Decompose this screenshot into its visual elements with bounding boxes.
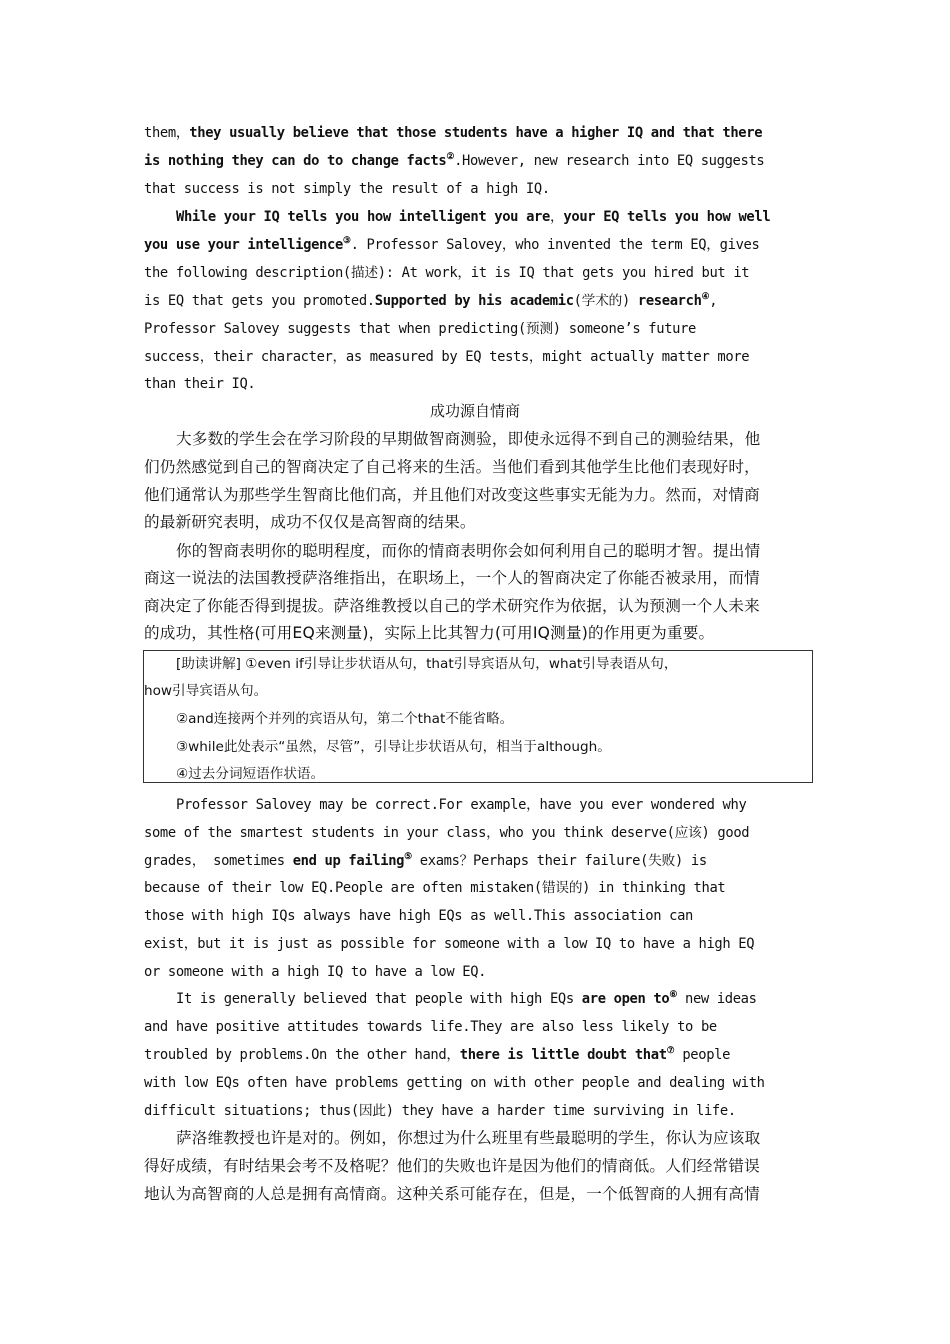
note-line-3: ②and连接两个并列的宾语从句，第二个that不能省略。 xyxy=(176,711,514,727)
bold-phrase: you use your intelligence xyxy=(144,237,343,253)
en-para2-line5: Professor Salovey suggests that when predicting(预测) someone’s future xyxy=(144,321,697,337)
en-para3-line7: or someone with a high IQ to have a low EQ. xyxy=(144,964,487,980)
zh-para3-line3: 地认为高智商的人总是拥有高情商。这种关系可能存在，但是，一个低智商的人拥有高情 xyxy=(144,1185,760,1203)
footnote-marker: ⑤ xyxy=(404,852,412,862)
en-para3-line4: because of their low EQ.People are often mistaken(错误的) in thinking that xyxy=(144,880,726,896)
zh-para1-line3: 他们通常认为那些学生智商比他们高，并且他们对改变这些事实无能为力。然而，对情商 xyxy=(144,486,760,504)
text-run: exams？Perhaps their failure(失败) is xyxy=(411,853,707,869)
bold-phrase: While your IQ tells you how intelligent you are xyxy=(176,209,550,225)
zh-para3-line2: 得好成绩，有时结果会考不及格呢？他们的失败也许是因为他们的情商低。人们经常错误 xyxy=(144,1157,760,1175)
zh-para2-line3: 商决定了你能否得到提拔。萨洛维教授以自己的学术研究作为依据，认为预测一个人未来 xyxy=(144,597,760,615)
en-para2-line4 xyxy=(144,291,806,311)
en-para1-line2 xyxy=(144,151,806,171)
note-line-2: how引导宾语从句。 xyxy=(144,683,268,699)
footnote-marker: ③ xyxy=(342,236,351,246)
text-run: people xyxy=(674,1047,731,1063)
text-run: is EQ that gets you promoted. xyxy=(144,293,375,309)
zh-para1-line1: 大多数的学生会在学习阶段的早期做智商测验，即使永远得不到自己的测验结果，他 xyxy=(176,430,761,448)
zh-para1-line4: 的最新研究表明，成功不仅仅是高智商的结果。 xyxy=(144,513,476,531)
en-para3-line5: those with high IQs always have high EQs as well.This association can xyxy=(144,908,693,924)
en-para2-line2 xyxy=(144,235,806,255)
footnote-marker: ⑥ xyxy=(669,990,678,1000)
bold-phrase: your EQ tells you how well xyxy=(563,209,771,225)
en-para3-line2: some of the smartest students in your class，who you think deserve(应该) good xyxy=(144,825,750,841)
zh-para2-line2: 商这一说法的法国教授萨洛维指出，在职场上，一个人的智商决定了你能否被录用，而情 xyxy=(144,569,760,587)
text-run: .However, new research into EQ suggests xyxy=(454,153,765,169)
footnote-marker: ② xyxy=(446,152,455,162)
text-run: ， xyxy=(549,209,564,225)
bold-phrase: research xyxy=(637,293,702,309)
text-run: . Professor Salovey，who invented the term EQ，gives xyxy=(350,237,760,253)
text-run: them， xyxy=(144,125,190,141)
note-line-4: ③while此处表示“虽然，尽管”，引导让步状语从句，相当于although。 xyxy=(176,739,611,755)
en-para4-line1 xyxy=(176,989,806,1009)
zh-para2-line1: 你的智商表明你的聪明程度，而你的情商表明你会如何利用自己的聪明才智。提出情 xyxy=(176,542,761,560)
note-line-5: ④过去分词短语作状语。 xyxy=(176,766,325,782)
en-para3-line1: Professor Salovey may be correct.For example，have you ever wondered why xyxy=(176,797,747,813)
en-para4-line3 xyxy=(144,1045,806,1065)
footnote-marker: ⑦ xyxy=(666,1046,675,1056)
bold-phrase: they usually believe that those students have a higher IQ and that there xyxy=(189,125,763,141)
bold-phrase: there is little doubt that xyxy=(459,1047,667,1063)
text-run: troubled by problems.On the other hand， xyxy=(144,1047,460,1063)
text-run: (学术的) xyxy=(573,293,638,309)
text-run: It is generally believed that people with high EQs xyxy=(176,991,582,1007)
en-para1-line3: that success is not simply the result of a high IQ. xyxy=(144,181,550,197)
en-para1-line1 xyxy=(144,123,806,143)
note-line-1: [助读讲解] ①even if引导让步状语从句，that引导宾语从句，what引导表语从句， xyxy=(176,656,678,672)
text-run: , xyxy=(709,293,718,309)
en-para2-line7: than their IQ. xyxy=(144,376,256,392)
bold-phrase: Supported by his academic xyxy=(374,293,574,309)
en-para4-line4: with low EQs often have problems getting on with other people and dealing with xyxy=(144,1075,765,1091)
text-run: new ideas xyxy=(677,991,757,1007)
en-para3-line6: exist，but it is just as possible for someone with a low IQ to have a high EQ xyxy=(144,936,755,952)
en-para3-line3 xyxy=(144,851,806,871)
footnote-marker: ④ xyxy=(701,292,710,302)
bold-phrase: end up failing xyxy=(292,853,405,869)
en-para2-line1 xyxy=(176,207,806,227)
zh-para2-line4: 的成功，其性格(可用EQ来测量)，实际上比其智力(可用IQ测量)的作用更为重要。 xyxy=(144,624,715,642)
bold-phrase: are open to xyxy=(581,991,670,1007)
bold-phrase: is nothing they can do to change facts xyxy=(144,153,447,169)
en-para2-line3: the following description(描述): At work，it is IQ that gets you hired but it xyxy=(144,265,750,281)
en-para4-line2: and have positive attitudes towards life.They are also less likely to be xyxy=(144,1019,717,1035)
zh-para3-line1: 萨洛维教授也许是对的。例如，你想过为什么班里有些最聪明的学生，你认为应该取 xyxy=(176,1129,761,1147)
text-run: grades， sometimes xyxy=(144,853,293,869)
zh-para1-line2: 们仍然感觉到自己的智商决定了自己将来的生活。当他们看到其他学生比他们表现好时， xyxy=(144,458,760,476)
en-para2-line6: success，their character，as measured by EQ tests，might actually matter more xyxy=(144,349,750,365)
zh-title: 成功源自情商 xyxy=(429,402,520,420)
en-para4-line5: difficult situations; thus(因此) they have a harder time surviving in life. xyxy=(144,1103,736,1119)
